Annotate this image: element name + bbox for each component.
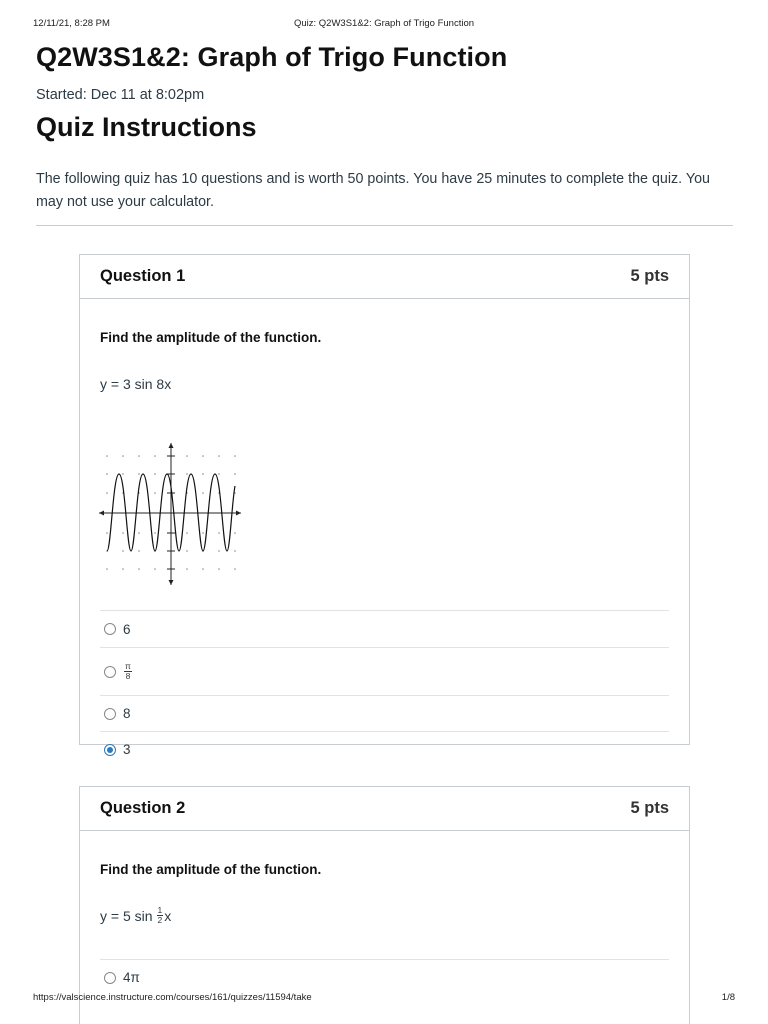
radio-button[interactable]	[104, 623, 116, 635]
question-1	[79, 254, 690, 757]
answer-label: 8	[123, 706, 131, 721]
question-prompt: Find the amplitude of the function.	[100, 862, 322, 877]
question-points: 5 pts	[630, 267, 669, 285]
answer-label: 4π	[123, 970, 140, 985]
instructions-text: The following quiz has 10 questions and is worth 50 points. You have 25 minutes to complete the quiz. You may not use your calculator.	[36, 171, 710, 210]
fraction-numerator: π	[125, 661, 131, 671]
print-header	[33, 18, 735, 32]
equation-fraction	[157, 906, 164, 925]
quiz-title: Q2W3S1&2: Graph of Trigo Function	[36, 42, 508, 72]
question-name: Question 1	[100, 267, 186, 285]
question-2	[79, 786, 690, 1024]
instructions-heading: Quiz Instructions	[36, 112, 257, 142]
fraction-numerator: 1	[157, 905, 163, 915]
question-name: Question 2	[100, 799, 186, 817]
question-header	[80, 255, 689, 299]
answer-list	[100, 959, 669, 995]
answer-option[interactable]	[100, 610, 669, 647]
equation-prefix: y = 5 sin	[100, 907, 153, 924]
answer-label: 3	[123, 742, 131, 757]
answer-list	[100, 610, 669, 767]
question-prompt: Find the amplitude of the function.	[100, 330, 322, 345]
question-header	[80, 787, 689, 831]
print-datetime: 12/11/21, 8:28 PM	[33, 18, 110, 29]
answer-label: 6	[123, 621, 131, 637]
answer-option[interactable]	[100, 695, 669, 731]
started-timestamp: Started: Dec 11 at 8:02pm	[36, 87, 205, 103]
question-equation: y = 3 sin 8x	[100, 376, 172, 392]
print-page-number: 1/8	[721, 992, 735, 1003]
print-footer	[33, 992, 735, 1006]
radio-button-checked[interactable]	[104, 744, 116, 756]
print-page-title: Quiz: Q2W3S1&2: Graph of Trigo Function	[293, 18, 475, 29]
question-equation	[100, 906, 171, 925]
equation-suffix: x	[164, 907, 172, 924]
radio-button[interactable]	[104, 708, 116, 720]
radio-button[interactable]	[104, 972, 116, 984]
fraction-denominator: 2	[157, 915, 163, 925]
answer-option-selected[interactable]	[100, 731, 669, 767]
answer-fraction	[124, 662, 132, 681]
radio-button[interactable]	[104, 666, 116, 678]
divider	[36, 225, 733, 226]
fraction-denominator: 8	[125, 671, 131, 681]
answer-option[interactable]	[100, 959, 669, 995]
sine-graph-image	[97, 441, 245, 589]
print-url: https://valscience.instructure.com/courses/161/quizzes/11594/take	[33, 992, 312, 1003]
answer-option[interactable]	[100, 647, 669, 695]
question-points: 5 pts	[630, 799, 669, 817]
